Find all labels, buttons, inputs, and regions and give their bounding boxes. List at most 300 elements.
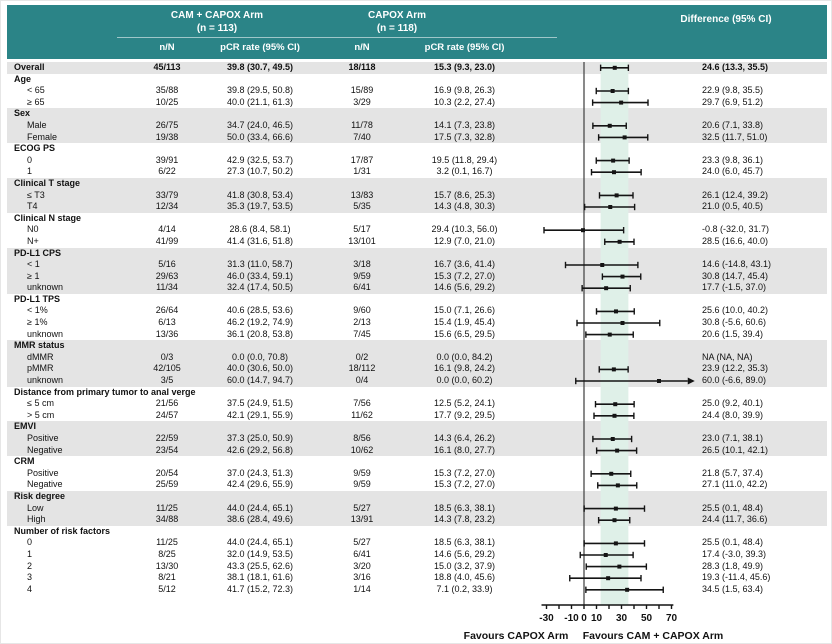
- arm2-nn-value: 18/118: [348, 62, 376, 72]
- arm2-pcr-value: 14.6 (5.6, 29.2): [433, 282, 496, 293]
- arm1-nn-value: 25/59: [155, 479, 179, 490]
- difference-value: NA (NA, NA): [702, 351, 753, 362]
- subgroup-label: Positive: [27, 433, 59, 443]
- arm1-pcr-value: 46.2 (19.2, 74.9): [226, 317, 294, 328]
- arm2-pcr-value: 15.3 (7.2, 27.0): [433, 479, 496, 490]
- arm1-pcr-value: 34.7 (24.0, 46.5): [226, 119, 294, 130]
- arm2-pcr-value: 16.7 (3.6, 41.4): [433, 259, 496, 270]
- plot-gap: [532, 259, 692, 271]
- plot-gap: [532, 584, 692, 596]
- table-row: [7, 120, 827, 132]
- table-row: [7, 398, 827, 410]
- arm2-nn-value: 8/56: [353, 433, 371, 443]
- arm1-nn-value: 23/54: [155, 444, 179, 455]
- table-row: [7, 305, 827, 317]
- arm2-pcr-value: 16.1 (9.8, 24.2): [433, 363, 496, 374]
- subgroup-label: Male: [27, 119, 47, 130]
- arm2-nn-value: 5/27: [353, 537, 371, 548]
- difference-value: [692, 178, 827, 190]
- arm2-nn-value: [327, 74, 397, 86]
- subgroup-label: ≥ 1: [27, 270, 40, 281]
- arm1-pcr-value: 38.1 (18.1, 61.6): [226, 572, 294, 583]
- arm1-pcr-value: 32.0 (14.9, 53.5): [226, 548, 294, 559]
- subgroup-label: ≤ T3: [27, 189, 45, 200]
- arm2-pcr-value: 14.6 (5.6, 29.2): [433, 548, 496, 559]
- arm2-n: (n = 118): [376, 22, 418, 34]
- plot-gap: [532, 387, 692, 399]
- table-row: [7, 456, 827, 468]
- difference-value: 20.6 (7.1, 33.8): [702, 119, 764, 130]
- arm2-nn-value: 13/91: [350, 514, 374, 525]
- arm2-nn-value: [327, 456, 397, 468]
- table-row: [7, 561, 827, 573]
- arm2-nn-value: [327, 526, 397, 538]
- plot-gap: [532, 132, 692, 144]
- arm2-nn-value: 0/2: [355, 351, 369, 362]
- subgroup-label: Negative: [27, 444, 63, 455]
- arm1-pcr-value: 42.9 (32.5, 53.7): [226, 154, 294, 165]
- arm2-pcr-value: 15.4 (1.9, 45.4): [433, 317, 496, 328]
- difference-value: 24.4 (11.7, 36.6): [702, 514, 768, 525]
- arm1-pcr-value: [193, 491, 327, 503]
- plot-gap: [532, 468, 692, 480]
- arm1-pcr-value: [193, 456, 327, 468]
- arm1-nn-value: 33/79: [155, 189, 179, 200]
- arm1-nn-value: [141, 143, 193, 155]
- difference-value: [692, 213, 827, 225]
- arm1-pcr-value: 38.6 (28.4, 49.6): [226, 514, 294, 525]
- arm2-pcr-value: 15.3 (7.2, 27.0): [433, 467, 496, 478]
- arm2-pcr-value: [397, 340, 532, 352]
- plot-gap: [532, 329, 692, 341]
- table-row: [7, 526, 827, 538]
- plot-gap: [532, 572, 692, 584]
- arm1-nn-value: 11/25: [156, 537, 178, 548]
- arm1-nn-value: 39/91: [155, 154, 179, 165]
- col-header-nn-arm2: n/N: [354, 42, 370, 53]
- arm1-nn-value: 26/75: [155, 119, 179, 130]
- difference-value: 17.4 (-3.0, 39.3): [702, 548, 767, 559]
- arm2-nn-value: 0/4: [355, 375, 369, 386]
- arm2-pcr-value: 15.7 (8.6, 25.3): [433, 189, 496, 200]
- plot-gap: [532, 445, 692, 457]
- arm2-pcr-value: 14.1 (7.3, 23.8): [433, 119, 496, 130]
- difference-value: [692, 526, 827, 538]
- table-body: [7, 62, 827, 595]
- arm1-pcr-value: 40.0 (30.6, 50.0): [226, 363, 294, 374]
- arm1-nn-value: 6/22: [158, 166, 176, 177]
- subgroup-label: ≤ 5 cm: [27, 398, 54, 409]
- difference-value: 27.1 (11.0, 42.2): [702, 479, 768, 490]
- difference-value: [692, 143, 827, 155]
- arm2-nn-value: 1/14: [353, 583, 371, 594]
- arm1-title: CAM + CAPOX Arm: [170, 10, 264, 21]
- arm1-pcr-value: [193, 387, 327, 399]
- table-header: [7, 5, 827, 59]
- arm2-nn-value: 9/59: [353, 479, 371, 490]
- arm1-nn-value: 22/59: [155, 433, 179, 443]
- plot-gap: [532, 294, 692, 306]
- plot-gap: [532, 317, 692, 329]
- plot-gap: [532, 491, 692, 503]
- plot-gap: [532, 97, 692, 109]
- table-row: [7, 468, 827, 480]
- arm1-pcr-value: 31.3 (11.0, 58.7): [227, 259, 293, 270]
- arm1-pcr-value: [193, 178, 327, 190]
- arm2-pcr-value: 15.3 (7.2, 27.0): [433, 270, 496, 281]
- plot-gap: [532, 120, 692, 132]
- arm2-nn-value: 18/112: [348, 363, 376, 374]
- table-row: [7, 363, 827, 375]
- arm2-pcr-value: [397, 248, 532, 260]
- arm1-nn-value: 0/3: [160, 351, 174, 362]
- arm1-nn-value: [141, 294, 193, 306]
- arm1-nn-value: 35/88: [155, 85, 179, 96]
- table-row: [7, 236, 827, 248]
- plot-gap: [532, 398, 692, 410]
- arm2-nn-value: 13/83: [350, 189, 374, 200]
- arm2-pcr-value: 12.5 (5.2, 24.1): [433, 398, 496, 409]
- arm2-header: [297, 10, 497, 35]
- plot-gap: [532, 178, 692, 190]
- arm1-pcr-value: 43.3 (25.5, 62.6): [226, 560, 294, 571]
- subgroup-label: > 5 cm: [27, 409, 55, 420]
- arm1-pcr-value: 41.4 (31.6, 51.8): [226, 235, 294, 246]
- arm1-nn-value: 13/30: [155, 560, 179, 571]
- arm1-pcr-value: 28.6 (8.4, 58.1): [229, 224, 291, 235]
- table-row: [7, 178, 827, 190]
- subgroup-label: CRM: [14, 456, 35, 467]
- plot-gap: [532, 561, 692, 573]
- arm2-pcr-value: 14.3 (6.4, 26.2): [433, 433, 496, 443]
- difference-value: 22.9 (9.8, 35.5): [702, 85, 764, 96]
- arm2-pcr-value: 0.0 (0.0, 60.2): [436, 375, 493, 386]
- difference-value: 14.6 (-14.8, 43.1): [702, 259, 772, 270]
- arm1-pcr-value: 39.8 (29.5, 50.8): [226, 85, 294, 96]
- arm1-pcr-value: 42.4 (29.6, 55.9): [226, 479, 294, 490]
- arm1-nn-value: 5/16: [158, 259, 176, 270]
- subgroup-label: dMMR: [27, 351, 54, 362]
- difference-value: 24.6 (13.3, 35.5): [702, 62, 769, 72]
- arm1-pcr-value: 35.3 (19.7, 53.5): [226, 201, 294, 212]
- arm2-pcr-value: [397, 143, 532, 155]
- difference-value: [692, 421, 827, 433]
- arm2-pcr-value: 0.0 (0.0, 84.2): [436, 351, 493, 362]
- subgroup-label: N0: [27, 224, 39, 235]
- arm2-pcr-value: [397, 294, 532, 306]
- arm2-pcr-value: 17.7 (9.2, 29.5): [433, 409, 496, 420]
- plot-gap: [532, 282, 692, 294]
- table-row: [7, 190, 827, 202]
- arm1-pcr-value: [193, 526, 327, 538]
- arm1-nn-value: [141, 526, 193, 538]
- table-row: [7, 387, 827, 399]
- arm1-pcr-value: 42.1 (29.1, 55.9): [226, 409, 294, 420]
- plot-gap: [532, 375, 692, 387]
- arm1-pcr-value: 50.0 (33.4, 66.6): [226, 131, 294, 142]
- arm1-pcr-value: 46.0 (33.4, 59.1): [226, 270, 294, 281]
- arm2-pcr-value: 15.0 (7.1, 26.6): [433, 305, 496, 316]
- subgroup-label: Sex: [14, 108, 31, 119]
- arm1-pcr-value: [193, 74, 327, 86]
- table-row: [7, 491, 827, 503]
- table-row: [7, 572, 827, 584]
- arm2-nn-value: 3/29: [353, 96, 371, 107]
- table-row: [7, 514, 827, 526]
- subgroup-label: 0: [27, 154, 33, 165]
- plot-gap: [532, 190, 692, 202]
- table-row: [7, 74, 827, 86]
- arm1-nn-value: 11/34: [156, 282, 178, 293]
- arm1-pcr-value: [193, 294, 327, 306]
- table-row: [7, 549, 827, 561]
- difference-value: 25.6 (10.0, 40.2): [702, 305, 769, 316]
- arm2-nn-value: 9/60: [353, 305, 371, 316]
- table-row: [7, 410, 827, 422]
- plot-gap: [532, 271, 692, 283]
- difference-value: [692, 74, 827, 86]
- arm2-pcr-value: [397, 456, 532, 468]
- difference-value: 34.5 (1.5, 63.4): [702, 583, 764, 594]
- arm2-title: CAPOX Arm: [368, 10, 426, 21]
- difference-value: 26.1 (12.4, 39.2): [702, 189, 769, 200]
- arm2-pcr-value: 18.5 (6.3, 38.1): [433, 502, 496, 513]
- plot-gap: [532, 248, 692, 260]
- col-header-pcr-arm1: pCR rate (95% CI): [220, 42, 300, 53]
- difference-value: 30.8 (-5.6, 60.6): [702, 317, 767, 328]
- arm1-nn-value: 4/14: [158, 224, 176, 235]
- arm2-pcr-value: 14.3 (4.8, 30.3): [433, 201, 496, 212]
- table-row: [7, 166, 827, 178]
- arm1-pcr-value: 39.8 (30.7, 49.5): [226, 62, 294, 72]
- arm2-pcr-value: 10.3 (2.2, 27.4): [433, 96, 496, 107]
- table-row: [7, 62, 827, 74]
- arm1-nn-value: [141, 387, 193, 399]
- subgroup-label: ≥ 65: [27, 96, 45, 107]
- subgroup-label: pMMR: [27, 363, 54, 374]
- table-row: [7, 340, 827, 352]
- plot-gap: [532, 62, 692, 74]
- arm1-nn-value: [141, 108, 193, 120]
- difference-value: 21.0 (0.5, 40.5): [702, 201, 764, 212]
- plot-gap: [532, 305, 692, 317]
- x-axis-tick-label: 30: [615, 613, 628, 624]
- table-row: [7, 108, 827, 120]
- arm1-pcr-value: 40.6 (28.5, 53.6): [226, 305, 294, 316]
- subgroup-label: < 1: [27, 259, 40, 270]
- arm1-nn-value: [141, 178, 193, 190]
- table-row: [7, 375, 827, 387]
- subgroup-label: MMR status: [14, 340, 65, 351]
- x-axis-tick-label: 10: [590, 613, 603, 624]
- arm2-pcr-value: 3.2 (0.1, 16.7): [436, 166, 493, 177]
- arm1-nn-value: 42/105: [153, 363, 181, 374]
- arm2-nn-value: 3/20: [353, 560, 371, 571]
- difference-value: 60.0 (-6.6, 89.0): [702, 375, 767, 386]
- arm2-pcr-value: 19.5 (11.8, 29.4): [431, 154, 498, 165]
- arm2-nn-value: 7/40: [353, 131, 371, 142]
- arm2-nn-value: 17/87: [350, 154, 374, 165]
- arm2-nn-value: 3/18: [353, 259, 371, 270]
- arm2-nn-value: 13/101: [348, 235, 376, 246]
- plot-gap: [532, 479, 692, 491]
- arm2-pcr-value: [397, 526, 532, 538]
- arm1-pcr-value: [193, 108, 327, 120]
- difference-column-title: Difference (95% CI): [680, 14, 772, 25]
- arm2-pcr-value: [397, 387, 532, 399]
- arm2-nn-value: 5/35: [353, 201, 371, 212]
- difference-value: 29.7 (6.9, 51.2): [702, 96, 764, 107]
- arm2-pcr-value: 16.9 (9.8, 26.3): [433, 85, 496, 96]
- arm2-pcr-value: [397, 178, 532, 190]
- difference-value: 20.6 (1.5, 39.4): [702, 328, 764, 339]
- table-row: [7, 294, 827, 306]
- subgroup-label: < 1%: [27, 305, 48, 316]
- table-row: [7, 584, 827, 596]
- favours-left-label: Favours CAPOX Arm: [463, 630, 569, 642]
- arm1-nn-value: 6/13: [158, 317, 176, 328]
- arm2-pcr-value: 29.4 (10.3, 56.0): [431, 224, 498, 235]
- table-row: [7, 85, 827, 97]
- arm1-pcr-value: [193, 340, 327, 352]
- plot-gap: [532, 514, 692, 526]
- arm1-pcr-value: [193, 248, 327, 260]
- difference-value: [692, 248, 827, 260]
- arm2-nn-value: 2/13: [353, 317, 371, 328]
- subgroup-label: N+: [27, 235, 39, 246]
- difference-value: 25.5 (0.1, 48.4): [702, 502, 764, 513]
- plot-gap: [532, 236, 692, 248]
- plot-gap: [532, 108, 692, 120]
- arm1-pcr-value: 37.0 (24.3, 51.3): [226, 467, 294, 478]
- plot-gap: [532, 340, 692, 352]
- arm1-nn-value: 3/5: [160, 375, 174, 386]
- arm1-nn-value: 24/57: [155, 409, 179, 420]
- subgroup-label: 0: [27, 537, 33, 548]
- arm1-nn-value: 45/113: [153, 62, 181, 72]
- table-row: [7, 155, 827, 167]
- arm1-nn-value: 10/25: [155, 96, 179, 107]
- arm1-pcr-value: 44.0 (24.4, 65.1): [226, 502, 294, 513]
- arm1-n: (n = 113): [196, 22, 238, 34]
- difference-value: 24.0 (6.0, 45.7): [702, 166, 764, 177]
- arm1-header: [117, 10, 317, 35]
- difference-value: 28.5 (16.6, 40.0): [702, 235, 769, 246]
- arm2-pcr-value: [397, 213, 532, 225]
- difference-value: 25.5 (0.1, 48.4): [702, 537, 764, 548]
- arm1-nn-value: 5/12: [158, 583, 176, 594]
- subgroup-label: Overall: [14, 62, 45, 72]
- table-row: [7, 421, 827, 433]
- arm1-nn-value: [141, 340, 193, 352]
- x-axis-tick-label: 0: [581, 613, 587, 624]
- arm2-nn-value: 1/31: [353, 166, 371, 177]
- plot-gap: [532, 421, 692, 433]
- arm1-pcr-value: 42.6 (29.2, 56.8): [226, 444, 294, 455]
- table-row: [7, 271, 827, 283]
- arm2-nn-value: 9/59: [353, 467, 371, 478]
- arm1-nn-value: 13/36: [155, 328, 179, 339]
- arm2-nn-value: 10/62: [350, 444, 374, 455]
- arm1-pcr-value: 0.0 (0.0, 70.8): [231, 351, 289, 362]
- table-row: [7, 259, 827, 271]
- subgroup-label: 4: [27, 583, 33, 594]
- arm1-nn-value: [141, 421, 193, 433]
- plot-gap: [532, 410, 692, 422]
- arm2-pcr-value: [397, 421, 532, 433]
- subgroup-label: unknown: [27, 328, 64, 339]
- arm1-nn-value: [141, 491, 193, 503]
- table-row: [7, 445, 827, 457]
- difference-value: 26.5 (10.1, 42.1): [702, 444, 769, 455]
- plot-gap: [532, 201, 692, 213]
- arm1-pcr-value: 40.0 (21.1, 61.3): [226, 96, 294, 107]
- table-row: [7, 503, 827, 515]
- subgroup-label: Clinical N stage: [14, 212, 82, 223]
- arm2-pcr-value: 15.6 (6.5, 29.5): [433, 328, 496, 339]
- plot-gap: [532, 213, 692, 225]
- subgroup-label: ≥ 1%: [27, 317, 48, 328]
- arm1-pcr-value: [193, 143, 327, 155]
- x-axis-tick-label: 70: [665, 613, 678, 624]
- plot-gap: [532, 74, 692, 86]
- arm2-nn-value: [327, 213, 397, 225]
- arm2-nn-value: 7/56: [353, 398, 371, 409]
- plot-gap: [532, 363, 692, 375]
- difference-value: 32.5 (11.7, 51.0): [702, 131, 768, 142]
- plot-gap: [532, 143, 692, 155]
- plot-gap: [532, 155, 692, 167]
- arm1-pcr-value: [193, 421, 327, 433]
- arm2-nn-value: 6/41: [353, 282, 371, 293]
- table-row: [7, 282, 827, 294]
- arm1-nn-value: 8/21: [158, 572, 176, 583]
- arm1-pcr-value: 37.5 (24.9, 51.5): [226, 398, 294, 409]
- arm1-nn-value: 21/56: [155, 398, 179, 409]
- table-row: [7, 433, 827, 445]
- plot-gap: [532, 166, 692, 178]
- arm2-nn-value: [327, 108, 397, 120]
- arm2-pcr-value: 17.5 (7.3, 32.8): [433, 131, 496, 142]
- subgroup-label: Risk degree: [14, 490, 66, 501]
- arm2-pcr-value: [397, 491, 532, 503]
- subgroup-label: < 65: [27, 85, 45, 96]
- subgroup-label: Negative: [27, 479, 63, 490]
- arm2-nn-value: [327, 340, 397, 352]
- col-header-nn-arm1: n/N: [159, 42, 175, 53]
- arm2-pcr-value: 15.3 (9.3, 23.0): [433, 62, 496, 72]
- arm1-pcr-value: 60.0 (14.7, 94.7): [226, 375, 294, 386]
- difference-value: 23.0 (7.1, 38.1): [702, 433, 764, 443]
- plot-gap: [532, 352, 692, 364]
- arm1-nn-value: 12/34: [155, 201, 179, 212]
- subgroup-label: ECOG PS: [14, 143, 56, 154]
- arm2-nn-value: [327, 248, 397, 260]
- subgroup-label: Clinical T stage: [14, 177, 81, 188]
- difference-value: 17.7 (-1.5, 37.0): [702, 282, 767, 293]
- difference-value: 23.9 (12.2, 35.3): [702, 363, 769, 374]
- difference-value: [692, 387, 827, 399]
- difference-value: [692, 108, 827, 120]
- subgroup-label: Low: [27, 502, 44, 513]
- difference-value: [692, 456, 827, 468]
- table-row: [7, 143, 827, 155]
- arm1-pcr-value: 41.8 (30.8, 53.4): [226, 189, 294, 200]
- arm1-pcr-value: 41.7 (15.2, 72.3): [226, 583, 294, 594]
- difference-value: 19.3 (-11.4, 45.6): [702, 572, 771, 583]
- table-row: [7, 329, 827, 341]
- x-axis-tick-label: 50: [640, 613, 653, 624]
